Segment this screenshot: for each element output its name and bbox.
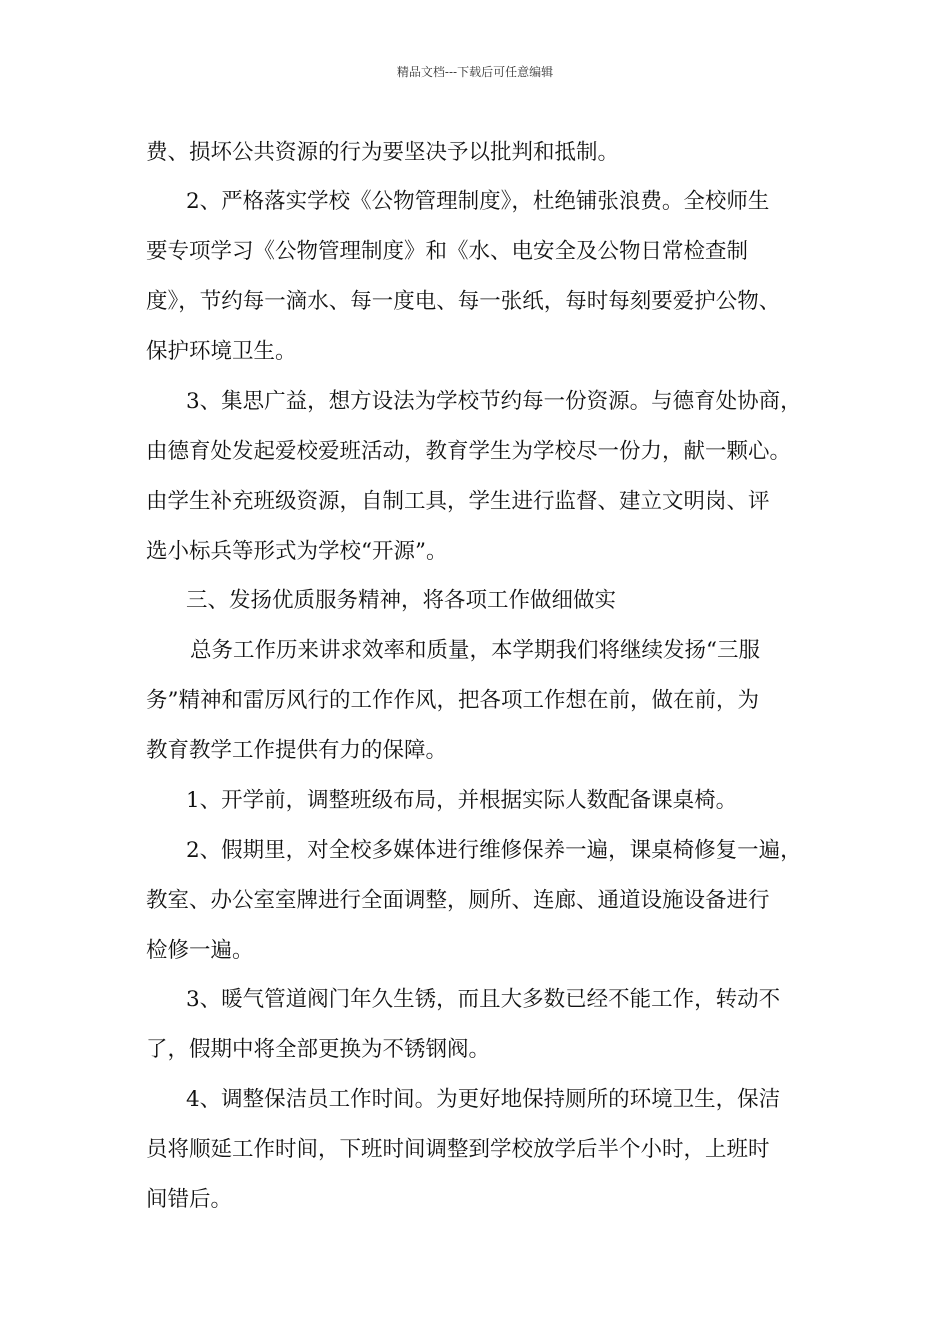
- paragraph-line: 间错后。: [146, 1187, 233, 1212]
- paragraph-line: 2、假期里，对全校多媒体进行维修保养一遍，课桌椅修复一遍，: [186, 838, 802, 863]
- paragraph-line: 度》，节约每一滴水、每一度电、每一张纸，每时每刻要爱护公物、: [146, 289, 781, 314]
- paragraph-line: 4、调整保洁员工作时间。为更好地保持厕所的环境卫生，保洁: [186, 1087, 781, 1112]
- paragraph-line: 1、开学前，调整班级布局，并根据实际人数配备课桌椅。: [186, 788, 738, 813]
- paragraph-line: 保护环境卫生。: [146, 339, 297, 364]
- paragraph-line: 3、集思广益，想方设法为学校节约每一份资源。与德育处协商，: [186, 389, 802, 414]
- paragraph-line: 2、严格落实学校《公物管理制度》，杜绝铺张浪费。全校师生: [186, 189, 770, 214]
- paragraph-line: 员将顺延工作时间，下班时间调整到学校放学后半个小时，上班时: [146, 1137, 770, 1162]
- paragraph-line: 教室、办公室室牌进行全面调整，厕所、连廊、通道设施设备进行: [146, 888, 770, 913]
- paragraph-line: 了，假期中将全部更换为不锈钢阀。: [146, 1037, 491, 1062]
- paragraph-line: 选小标兵等形式为学校“开源”。: [146, 539, 448, 564]
- paragraph-line: 要专项学习《公物管理制度》和《水、电安全及公物日常检查制: [146, 239, 749, 264]
- paragraph-line: 检修一遍。: [146, 938, 254, 963]
- paragraph-line: 务”精神和雷厉风行的工作作风，把各项工作想在前，做在前，为: [146, 688, 759, 713]
- paragraph-line: 总务工作历来讲求效率和质量，本学期我们将继续发扬“三服: [190, 638, 760, 663]
- paragraph-line: 由学生补充班级资源，自制工具，学生进行监督、建立文明岗、评: [146, 489, 770, 514]
- page-header: 精品文档---下载后可任意编辑: [396, 65, 554, 79]
- paragraph-line: 由德育处发起爱校爱班活动，教育学生为学校尽一份力，献一颗心。: [146, 439, 792, 464]
- section-heading: 三、发扬优质服务精神，将各项工作做细做实: [186, 588, 617, 613]
- paragraph-line: 3、暖气管道阀门年久生锈，而且大多数已经不能工作，转动不: [186, 987, 781, 1012]
- paragraph-line: 费、损坏公共资源的行为要坚决予以批判和抵制。: [146, 140, 620, 165]
- paragraph-line: 教育教学工作提供有力的保障。: [146, 738, 448, 763]
